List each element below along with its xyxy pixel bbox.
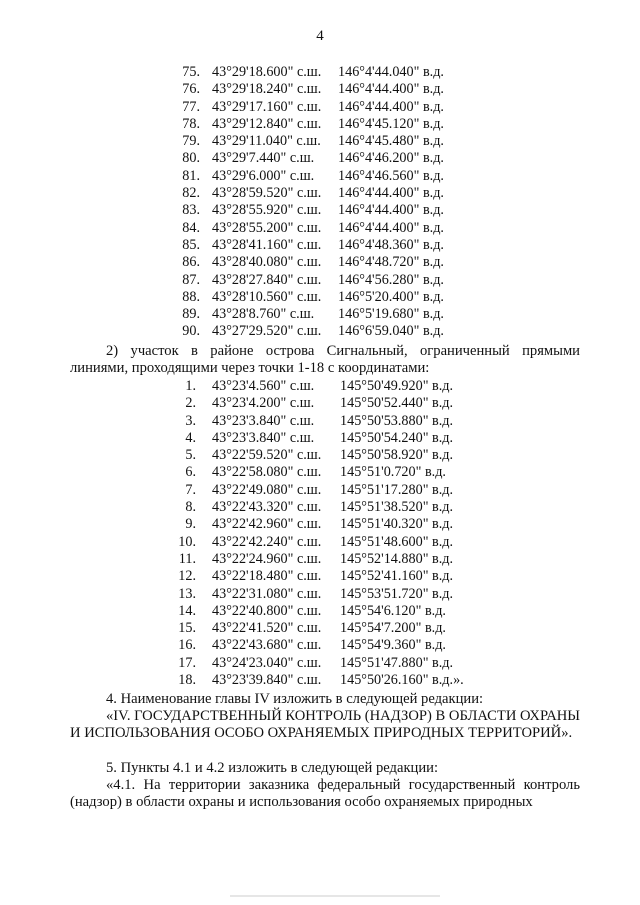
point-number: 76.	[182, 81, 200, 98]
longitude-value: 145°50'54.240" в.д.	[340, 429, 454, 446]
point-number: 6.	[185, 464, 196, 481]
coordinate-row	[0, 534, 640, 551]
coordinate-row	[0, 413, 640, 430]
longitude-value: 145°50'49.920" в.д.	[340, 378, 454, 394]
latitude-value: 43°24'23.040" с.ш.	[212, 654, 322, 671]
longitude-value: 145°51'17.280" в.д.	[340, 481, 454, 498]
coordinate-row	[0, 254, 640, 271]
point-number: 7.	[185, 481, 196, 498]
longitude-value: 146°4'45.120" в.д.	[338, 115, 444, 132]
latitude-value: 43°29'18.600" с.ш.	[212, 64, 322, 80]
latitude-value: 43°28'27.840" с.ш.	[212, 271, 322, 288]
point-number: 83.	[182, 202, 200, 219]
longitude-value: 146°4'46.560" в.д.	[338, 167, 444, 184]
coordinate-row	[0, 395, 640, 412]
latitude-value: 43°22'43.680" с.ш.	[212, 637, 322, 654]
longitude-value: 145°50'52.440" в.д.	[340, 395, 454, 412]
coordinates-list-signalny-points-1-18	[0, 378, 640, 689]
latitude-value: 43°22'40.800" с.ш.	[212, 602, 322, 619]
coordinate-row	[0, 378, 640, 395]
point-number: 87.	[182, 271, 200, 288]
paragraph-items-4-1-4-2: 5. Пункты 4.1 и 4.2 изложить в следующей редакции:	[106, 760, 439, 776]
point-number: 5.	[185, 447, 196, 464]
latitude-value: 43°23'39.840" с.ш.	[212, 672, 322, 689]
latitude-value: 43°28'55.200" с.ш.	[212, 219, 322, 236]
coordinate-row	[0, 289, 640, 306]
latitude-value: 43°28'59.520" с.ш.	[212, 185, 322, 202]
coordinate-row	[0, 551, 640, 568]
longitude-value: 146°4'44.400" в.д.	[338, 185, 444, 202]
point-number: 2.	[185, 395, 196, 412]
longitude-value: 145°54'7.200" в.д.	[340, 620, 446, 637]
longitude-value: 145°51'40.320" в.д.	[340, 516, 454, 533]
longitude-value: 146°4'44.400" в.д.	[338, 202, 444, 219]
coordinate-row	[0, 516, 640, 533]
point-number: 11.	[178, 550, 196, 567]
point-number: 90.	[182, 323, 200, 340]
latitude-value: 43°22'49.080" с.ш.	[212, 481, 322, 498]
coordinate-row	[0, 133, 640, 150]
coordinate-row	[0, 672, 640, 689]
paragraph-chapter-iv-title: «IV. ГОСУДАРСТВЕННЫЙ КОНТРОЛЬ (НАДЗОР) В ОБЛАСТИ ОХРАНЫ И ИСПОЛЬЗОВАНИЯ ОСОБО ОХРАНЯЕМЫХ ПРИРОДНЫХ ТЕРРИТОРИЙ».	[70, 708, 580, 742]
longitude-value: 145°53'51.720" в.д.	[340, 585, 454, 602]
coordinate-row	[0, 586, 640, 603]
longitude-value: 145°51'38.520" в.д.	[340, 499, 454, 516]
latitude-value: 43°28'10.560" с.ш.	[212, 288, 322, 305]
point-number: 18.	[178, 672, 196, 689]
coordinate-row	[0, 568, 640, 585]
point-number: 85.	[182, 236, 200, 253]
coordinate-row	[0, 116, 640, 133]
latitude-value: 43°29'12.840" с.ш.	[212, 115, 322, 132]
longitude-value: 145°51'0.720" в.д.	[340, 464, 446, 481]
longitude-value: 145°52'14.880" в.д.	[340, 550, 454, 567]
paragraph-signalny-island-intro: 2) участок в районе острова Сигнальный, ограниченный прямыми линиями, проходящими через точки 1-18 с координатами:	[70, 343, 580, 377]
coordinate-row	[0, 237, 640, 254]
point-number: 1.	[185, 378, 196, 394]
coordinate-row	[0, 620, 640, 637]
latitude-value: 43°22'42.960" с.ш.	[212, 516, 322, 533]
longitude-value: 146°4'44.400" в.д.	[338, 219, 444, 236]
longitude-value: 146°4'45.480" в.д.	[338, 133, 444, 150]
latitude-value: 43°29'7.440" с.ш.	[212, 150, 315, 167]
coordinate-row	[0, 603, 640, 620]
latitude-value: 43°22'58.080" с.ш.	[212, 464, 322, 481]
coordinate-row	[0, 220, 640, 237]
latitude-value: 43°29'6.000" с.ш.	[212, 167, 315, 184]
latitude-value: 43°22'42.240" с.ш.	[212, 533, 322, 550]
longitude-value: 145°50'58.920" в.д.	[340, 447, 454, 464]
point-number: 9.	[185, 516, 196, 533]
longitude-value: 145°51'47.880" в.д.	[340, 654, 454, 671]
latitude-value: 43°23'3.840" с.ш.	[212, 412, 315, 429]
coordinate-row	[0, 81, 640, 98]
longitude-value: 145°50'53.880" в.д.	[340, 412, 454, 429]
point-number: 80.	[182, 150, 200, 167]
point-number: 17.	[178, 654, 196, 671]
latitude-value: 43°28'40.080" с.ш.	[212, 254, 322, 271]
latitude-value: 43°23'4.200" с.ш.	[212, 395, 315, 412]
coordinate-row	[0, 150, 640, 167]
scan-edge-mark	[230, 895, 440, 897]
longitude-value: 145°50'26.160" в.д.».	[340, 672, 464, 689]
latitude-value: 43°22'31.080" с.ш.	[212, 585, 322, 602]
coordinates-list-island-points-75-90	[0, 64, 640, 341]
point-number: 86.	[182, 254, 200, 271]
longitude-value: 146°4'48.360" в.д.	[338, 236, 444, 253]
longitude-value: 145°54'6.120" в.д.	[340, 602, 446, 619]
coordinate-row	[0, 323, 640, 340]
latitude-value: 43°22'24.960" с.ш.	[212, 550, 322, 567]
coordinate-row	[0, 185, 640, 202]
page-number: 4	[316, 28, 324, 44]
latitude-value: 43°22'59.520" с.ш.	[212, 447, 322, 464]
point-number: 10.	[178, 533, 196, 550]
point-number: 88.	[182, 288, 200, 305]
latitude-value: 43°29'18.240" с.ш.	[212, 81, 322, 98]
coordinate-row	[0, 202, 640, 219]
longitude-value: 145°51'48.600" в.д.	[340, 533, 454, 550]
latitude-value: 43°29'17.160" с.ш.	[212, 98, 322, 115]
point-number: 75.	[182, 64, 200, 80]
latitude-value: 43°28'8.760" с.ш.	[212, 306, 315, 323]
latitude-value: 43°27'29.520" с.ш.	[212, 323, 322, 340]
latitude-value: 43°22'18.480" с.ш.	[212, 568, 322, 585]
point-number: 82.	[182, 185, 200, 202]
coordinate-row	[0, 637, 640, 654]
latitude-value: 43°23'3.840" с.ш.	[212, 429, 315, 446]
point-number: 81.	[182, 167, 200, 184]
point-number: 12.	[178, 568, 196, 585]
longitude-value: 146°4'46.200" в.д.	[338, 150, 444, 167]
point-number: 78.	[182, 115, 200, 132]
longitude-value: 146°5'20.400" в.д.	[338, 288, 444, 305]
longitude-value: 146°4'56.280" в.д.	[338, 271, 444, 288]
longitude-value: 146°4'44.400" в.д.	[338, 98, 444, 115]
coordinate-row	[0, 64, 640, 81]
point-number: 79.	[182, 133, 200, 150]
coordinate-row	[0, 99, 640, 116]
latitude-value: 43°22'41.520" с.ш.	[212, 620, 322, 637]
coordinate-row	[0, 430, 640, 447]
longitude-value: 145°54'9.360" в.д.	[340, 637, 446, 654]
coordinate-row	[0, 306, 640, 323]
latitude-value: 43°23'4.560" с.ш.	[212, 378, 315, 394]
longitude-value: 146°5'19.680" в.д.	[338, 306, 444, 323]
longitude-value: 146°6'59.040" в.д.	[338, 323, 444, 340]
point-number: 15.	[178, 620, 196, 637]
point-number: 4.	[185, 429, 196, 446]
longitude-value: 146°4'44.040" в.д.	[338, 64, 444, 80]
longitude-value: 145°52'41.160" в.д.	[340, 568, 454, 585]
point-number: 14.	[178, 602, 196, 619]
latitude-value: 43°28'41.160" с.ш.	[212, 236, 322, 253]
latitude-value: 43°28'55.920" с.ш.	[212, 202, 322, 219]
coordinate-row	[0, 168, 640, 185]
coordinate-row	[0, 482, 640, 499]
point-number: 8.	[185, 499, 196, 516]
point-number: 84.	[182, 219, 200, 236]
longitude-value: 146°4'48.720" в.д.	[338, 254, 444, 271]
coordinate-row	[0, 499, 640, 516]
latitude-value: 43°29'11.040" с.ш.	[212, 133, 321, 150]
longitude-value: 146°4'44.400" в.д.	[338, 81, 444, 98]
paragraph-chapter-iv-rename: 4. Наименование главы IV изложить в следующей редакции:	[106, 691, 484, 707]
point-number: 16.	[178, 637, 196, 654]
paragraph-item-4-1-text: «4.1. На территории заказника федеральный государственный контроль (надзор) в области охраны и использования особо охраняемых природных	[70, 777, 580, 811]
coordinate-row	[0, 464, 640, 481]
point-number: 77.	[182, 98, 200, 115]
point-number: 3.	[185, 412, 196, 429]
coordinate-row	[0, 655, 640, 672]
point-number: 89.	[182, 306, 200, 323]
latitude-value: 43°22'43.320" с.ш.	[212, 499, 322, 516]
point-number: 13.	[178, 585, 196, 602]
coordinate-row	[0, 272, 640, 289]
coordinate-row	[0, 447, 640, 464]
